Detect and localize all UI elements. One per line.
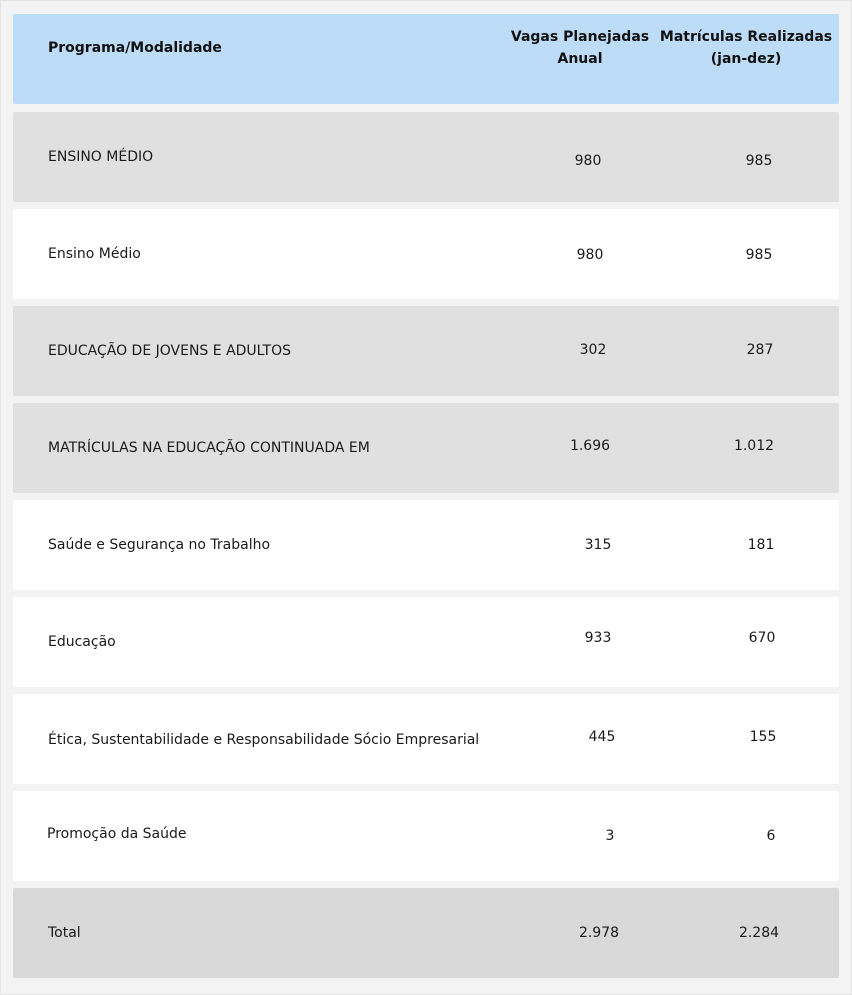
- row-planned: 980: [574, 153, 602, 169]
- table-total-row: [13, 888, 839, 978]
- total-realized: 2.284: [738, 925, 780, 941]
- row-label: EDUCAÇÃO DE JOVENS E ADULTOS: [48, 343, 291, 359]
- row-label: Ensino Médio: [48, 246, 141, 262]
- total-planned: 2.978: [578, 925, 620, 941]
- row-planned: 980: [576, 247, 604, 263]
- row-realized: 6: [766, 828, 776, 844]
- table-row: [13, 112, 839, 202]
- total-label: Total: [48, 925, 81, 941]
- table-row: [13, 500, 839, 590]
- row-realized: 287: [746, 342, 774, 358]
- header-planned: Vagas Planejadas Anual: [510, 29, 650, 67]
- row-planned: 933: [584, 630, 612, 646]
- row-planned: 315: [584, 537, 612, 553]
- row-realized: 670: [748, 630, 776, 646]
- table-row: [13, 306, 839, 396]
- row-label: Promoção da Saúde: [47, 826, 187, 842]
- row-planned: 1.696: [569, 438, 611, 454]
- row-label: MATRÍCULAS NA EDUCAÇÃO CONTINUADA EM: [48, 440, 370, 456]
- row-realized: 1.012: [733, 438, 775, 454]
- table-row: [13, 694, 839, 784]
- table-row: [13, 403, 839, 493]
- table-header-row: [13, 14, 839, 104]
- row-label: Ética, Sustentabilidade e Responsabilidade Sócio Empresarial: [48, 732, 480, 748]
- row-realized: 985: [745, 153, 773, 169]
- row-label: Educação: [48, 634, 116, 650]
- row-planned: 3: [605, 828, 615, 844]
- row-label: ENSINO MÉDIO: [48, 149, 154, 165]
- row-planned: 302: [579, 342, 607, 358]
- row-label: Saúde e Segurança no Trabalho: [48, 537, 271, 553]
- row-realized: 181: [747, 537, 775, 553]
- header-realized: Matrículas Realizadas (jan-dez): [659, 29, 833, 67]
- row-realized: 985: [745, 247, 773, 263]
- table-row: [13, 597, 839, 687]
- row-planned: 445: [588, 729, 616, 745]
- row-realized: 155: [749, 729, 777, 745]
- header-program: Programa/Modalidade: [48, 40, 222, 56]
- table-row: [13, 791, 839, 881]
- table-row: [13, 209, 839, 299]
